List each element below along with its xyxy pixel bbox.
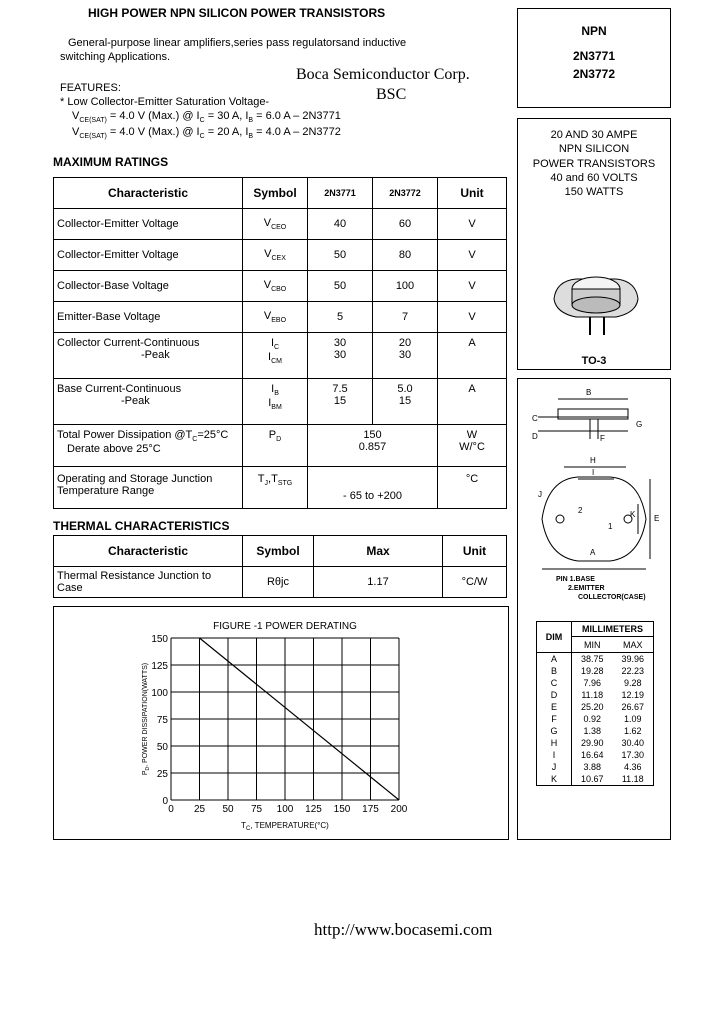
- dim-row: [537, 713, 654, 725]
- features-heading: FEATURES:: [60, 82, 121, 94]
- thermal-heading: THERMAL CHARACTERISTICS: [53, 519, 230, 533]
- dimension-table: [536, 621, 654, 786]
- sym-sub: C: [274, 344, 280, 352]
- dim-letter: E: [537, 701, 572, 713]
- dim-min: 7.96: [583, 678, 602, 688]
- sym: V: [263, 309, 272, 322]
- dim-max: 30.40: [621, 738, 645, 748]
- dim-max: 4.36: [623, 762, 642, 772]
- sym-sub: D: [276, 436, 282, 444]
- col-2n3772: 2N3772: [373, 178, 438, 209]
- cell-unit: V: [438, 240, 507, 271]
- thermal-table: [53, 535, 507, 598]
- table-row: [54, 302, 507, 333]
- vce-sat-line2-b: = 20 A, I: [207, 126, 249, 138]
- sym-sub: EBO: [271, 317, 287, 325]
- col-symbol: Symbol: [243, 178, 308, 209]
- cell-unit: V: [438, 209, 507, 240]
- dim-row: [537, 725, 654, 737]
- col-unit: Unit: [443, 536, 507, 567]
- x-label-sub: C: [246, 826, 251, 832]
- unit-line2: W/°C: [459, 441, 485, 453]
- spec-line5: 150 WATTS: [564, 186, 624, 198]
- outline-label-a: A: [590, 548, 596, 557]
- dim-max: 26.67: [621, 702, 645, 712]
- col-symbol: Symbol: [243, 536, 314, 567]
- dim-min: 11.18: [581, 690, 604, 700]
- dim-min: 38.75: [572, 653, 613, 666]
- vce-sat-line2: $V_{CE(SAT)} = 4.0$ V (Max.) @ $I_C = 20$ A, $I_B = 4.0$ A – 2N3772: [72, 126, 341, 141]
- y-tick-label: 0: [162, 796, 168, 807]
- col-unit: Unit: [438, 178, 507, 209]
- sym-sub: CEX: [271, 255, 286, 263]
- part-type: NPN: [581, 24, 607, 38]
- x-tick-label: 200: [390, 804, 408, 815]
- dim-letter: H: [537, 737, 572, 749]
- sym-sub: CBO: [271, 286, 287, 294]
- cell-power-value: [308, 425, 438, 467]
- temp-line2: Temperature Range: [57, 485, 155, 497]
- feature-1: * Low Collector-Emitter Saturation Voltage-: [60, 96, 270, 108]
- dim-letter: G: [537, 725, 572, 737]
- cell-unit: A: [438, 333, 507, 379]
- outline-label-f: F: [600, 434, 605, 443]
- y-tick-label: 100: [151, 688, 168, 699]
- vce-sat-line2-a: = 4.0 V (Max.) @ I: [109, 126, 200, 138]
- cell-a: 40: [308, 209, 373, 240]
- dim-max: 39.96: [613, 653, 654, 666]
- sym-line1: [246, 383, 304, 397]
- dim-row: [537, 665, 654, 677]
- cell-a: [308, 333, 373, 379]
- x-axis-label: [241, 821, 329, 832]
- part-number-box: [517, 8, 671, 108]
- cell-char: [54, 425, 243, 467]
- table-header-row: [54, 536, 507, 567]
- table-row: [54, 379, 507, 425]
- x-tick-label: 25: [193, 804, 206, 815]
- cell-char: [54, 333, 243, 379]
- dim-row: [537, 689, 654, 701]
- temp-line1: Operating and Storage Junction: [57, 473, 213, 485]
- cell-unit: A: [438, 379, 507, 425]
- dim-max: 17.30: [621, 750, 645, 760]
- cell-char: Collector-Emitter Voltage: [54, 209, 243, 240]
- y-tick-label: 75: [156, 715, 168, 726]
- footer-url[interactable]: http://www.bocasemi.com: [314, 920, 493, 939]
- outline-box: [517, 378, 671, 840]
- dim-letter: A: [537, 653, 572, 666]
- x-tick-label: 150: [333, 804, 351, 815]
- cell-char: Collector-Emitter Voltage: [54, 240, 243, 271]
- power-line2: Derate above 25°C: [67, 443, 161, 456]
- dim-min: 19.28: [580, 666, 604, 676]
- company-short: BSC: [376, 86, 407, 103]
- y-tick-label: 25: [156, 769, 168, 780]
- cell-b: 60: [373, 209, 438, 240]
- value-line1: 30: [333, 337, 347, 349]
- outline-label-g: G: [636, 420, 643, 429]
- sym-line1: [246, 337, 304, 351]
- cell-b: [373, 379, 438, 425]
- outline-label-i: I: [592, 468, 595, 477]
- cell-unit: °C/W: [443, 567, 507, 598]
- dim-row: [537, 737, 654, 749]
- cell-unit: V: [438, 271, 507, 302]
- cell-max: 1.17: [314, 567, 443, 598]
- cell-symbol: [243, 425, 308, 467]
- outline-drawing: [518, 379, 670, 609]
- dim-letter: K: [537, 773, 572, 786]
- y-tick-label: 125: [151, 661, 168, 672]
- table-row: [54, 467, 507, 509]
- col-characteristic: Characteristic: [54, 178, 243, 209]
- dim-letter: D: [537, 689, 572, 701]
- power-text: Total Power Dissipation @T: [57, 429, 193, 441]
- vce-sat-line1-b: = 30 A, I: [207, 110, 249, 122]
- dim-min: 3.88: [583, 762, 602, 772]
- power-sub: C: [192, 436, 198, 444]
- cell-a: 50: [308, 271, 373, 302]
- dim-max: 12.19: [621, 690, 645, 700]
- sym-sub2: STG: [277, 480, 293, 488]
- dim-max: 1.62: [623, 726, 642, 736]
- x-tick-label: 175: [362, 804, 379, 815]
- company-name: Boca Semiconductor Corp.: [296, 66, 470, 83]
- value-line1: 20: [398, 337, 412, 349]
- dim-letter: F: [537, 713, 572, 725]
- sym-t: T: [271, 473, 278, 485]
- outline-label-pin1: 1: [608, 522, 613, 531]
- y-label-end: , POWER DISSIPATION(WATTS): [142, 662, 149, 767]
- power-derating-chart: [54, 607, 508, 839]
- dim-row: [537, 701, 654, 713]
- y-axis-label: [142, 663, 151, 775]
- dim-row: [537, 749, 654, 761]
- max-ratings-table: [53, 177, 507, 509]
- part-1: 2N3771: [572, 49, 616, 63]
- cell-unit: [438, 425, 507, 467]
- dim-min: 10.67: [580, 774, 604, 784]
- outline-label-pin2: 2: [578, 506, 583, 515]
- outline-label-d: D: [532, 432, 538, 441]
- value-line2: 30: [333, 349, 347, 361]
- col-max: Max: [314, 536, 443, 567]
- spec-line1: 20 AND 30 AMPE: [550, 129, 638, 141]
- vce-sat-line1-a: = 4.0 V (Max.) @ I: [109, 110, 200, 122]
- dim-min: 16.64: [580, 750, 604, 760]
- pin-label-1: PIN 1.BASE: [556, 576, 595, 583]
- sym: I: [270, 337, 274, 349]
- chart-box: [53, 606, 509, 840]
- sym-sub: CM: [271, 358, 282, 366]
- cell-char: [54, 379, 243, 425]
- description-line1: General-purpose linear amplifiers,series pass regulatorsand inductive: [68, 37, 407, 49]
- outline-label-c: C: [532, 414, 538, 423]
- cell-char: Thermal Resistance Junction to Case: [54, 567, 243, 598]
- chart-title: FIGURE -1 POWER DERATING: [213, 621, 357, 632]
- y-label-main: P: [142, 770, 149, 776]
- dim-row: [537, 653, 654, 666]
- spec-line4: 40 and 60 VOLTS: [550, 172, 638, 184]
- pin-label-2: 2.EMITTER: [568, 585, 605, 592]
- base-current-line2: -Peak: [121, 395, 150, 407]
- x-tick-label: 0: [168, 804, 174, 815]
- cell-unit: °C: [438, 467, 507, 509]
- y-label-sub: D: [145, 766, 151, 771]
- table-row: [54, 209, 507, 240]
- y-tick-label: 150: [151, 634, 168, 645]
- cell-unit: V: [438, 302, 507, 333]
- min-header: MIN: [584, 639, 601, 650]
- cell-a: 5: [308, 302, 373, 333]
- sym: V: [264, 247, 272, 260]
- max-header: MAX: [622, 639, 643, 650]
- dim-letter: B: [537, 665, 572, 677]
- spec-line2: NPN SILICON: [558, 143, 630, 155]
- part-2: 2N3772: [572, 67, 616, 81]
- base-current-line1: Base Current-Continuous: [57, 383, 182, 395]
- cell-symbol: [243, 333, 308, 379]
- max-ratings-heading: MAXIMUM RATINGS: [53, 155, 169, 169]
- collector-current-line2: -Peak: [141, 349, 170, 361]
- vce-sat-line2-c: = 4.0 A – 2N3772: [256, 126, 341, 138]
- spec-box: [517, 118, 671, 370]
- cell-b: 80: [373, 240, 438, 271]
- outline-label-e: E: [654, 514, 660, 523]
- cell-char: [54, 467, 243, 509]
- x-tick-label: 100: [276, 804, 294, 815]
- dim-letter: J: [537, 761, 572, 773]
- collector-current-line1: Collector Current-Continuous: [57, 337, 200, 349]
- power-line1: [57, 429, 239, 443]
- table-row: [54, 567, 507, 598]
- col-characteristic: Characteristic: [54, 536, 243, 567]
- page-title: HIGH POWER NPN SILICON POWER TRANSISTORS: [88, 6, 386, 20]
- x-label-main: T: [241, 821, 247, 830]
- dim-min: 29.90: [580, 738, 604, 748]
- sym: V: [263, 278, 272, 291]
- spec-line3: POWER TRANSISTORS: [532, 158, 656, 170]
- dim-min: 25.20: [580, 702, 604, 712]
- x-tick-label: 75: [250, 804, 263, 815]
- value-line2: 30: [398, 349, 412, 361]
- power-text-end: =25°C: [197, 429, 229, 441]
- value-line2: 0.857: [358, 441, 387, 453]
- dim-row: [537, 761, 654, 773]
- value-line1: 150: [363, 429, 382, 441]
- cell-b: 100: [373, 271, 438, 302]
- cell-symbol: [243, 271, 308, 302]
- dim-min: 1.38: [583, 726, 602, 736]
- dim-max: 9.28: [623, 678, 642, 688]
- cell-char: Collector-Base Voltage: [54, 271, 243, 302]
- dim-row: [537, 773, 654, 786]
- dim-header: DIM: [537, 622, 572, 653]
- sym-line2: [246, 397, 304, 411]
- dim-max: 11.18: [621, 774, 644, 784]
- table-row: [54, 333, 507, 379]
- value-line1: 7.5: [332, 383, 348, 395]
- sym-line2: [246, 351, 304, 365]
- dim-row: [537, 677, 654, 689]
- description-line2: switching Applications.: [60, 51, 171, 63]
- sym: I: [268, 397, 272, 410]
- cell-symbol: [243, 379, 308, 425]
- dim-letter: C: [537, 677, 572, 689]
- cell-temp-value: - 65 to +200: [308, 467, 438, 509]
- cell-a: 50: [308, 240, 373, 271]
- outline-label-k: K: [630, 510, 636, 519]
- sym-sub: J: [264, 480, 269, 488]
- vce-sat-line1-c: = 6.0 A – 2N3771: [256, 110, 341, 122]
- outline-label-j: J: [538, 490, 542, 499]
- col-2n3771: 2N3771: [308, 178, 373, 209]
- value-line2: 15: [398, 395, 412, 407]
- dim-letter: I: [537, 749, 572, 761]
- cell-char: Emitter-Base Voltage: [54, 302, 243, 333]
- table-row: [54, 425, 507, 467]
- value-line2: 15: [333, 395, 347, 407]
- sym-sub: B: [274, 390, 279, 398]
- cell-symbol: [243, 302, 308, 333]
- package-label: TO-3: [581, 355, 607, 367]
- sym: T: [257, 473, 265, 485]
- cell-symbol: [243, 209, 308, 240]
- sym-sub: CEO: [271, 224, 287, 232]
- table-header-row: [54, 178, 507, 209]
- mm-header: MILLIMETERS: [572, 622, 654, 637]
- cell-symbol: [243, 240, 308, 271]
- table-row: [54, 271, 507, 302]
- x-tick-label: 125: [305, 804, 322, 815]
- table-row: [54, 240, 507, 271]
- outline-label-b: B: [586, 388, 592, 397]
- dim-max: 1.09: [623, 714, 642, 724]
- sym: I: [271, 383, 275, 395]
- sym-sub: BM: [271, 404, 282, 412]
- cell-a: [308, 379, 373, 425]
- x-tick-label: 50: [222, 804, 234, 815]
- x-label-end: , TEMPERATURE(°C): [250, 821, 329, 830]
- pin-label-3: COLLECTOR(CASE): [578, 594, 646, 601]
- cell-b: [373, 333, 438, 379]
- cell-symbol: Rθjc: [243, 567, 314, 598]
- sym: V: [263, 216, 272, 229]
- dim-min: 0.92: [583, 714, 602, 724]
- cell-symbol: $T_J,T_{STG}$: [243, 467, 308, 509]
- to3-package-image: [546, 259, 642, 341]
- value-line1: 5.0: [397, 383, 413, 395]
- sym: P: [268, 429, 277, 441]
- sym: I: [268, 351, 272, 364]
- cell-b: 7: [373, 302, 438, 333]
- y-tick-label: 50: [156, 742, 168, 753]
- outline-label-h: H: [590, 456, 596, 465]
- vce-sat-line1: $V_{CE(SAT)} = 4.0$ V (Max.) @ $I_C = 30$ A, $I_B = 6.0$ A – 2N3771: [72, 110, 341, 125]
- dim-max: 22.23: [621, 666, 645, 676]
- unit-line1: W: [466, 429, 478, 441]
